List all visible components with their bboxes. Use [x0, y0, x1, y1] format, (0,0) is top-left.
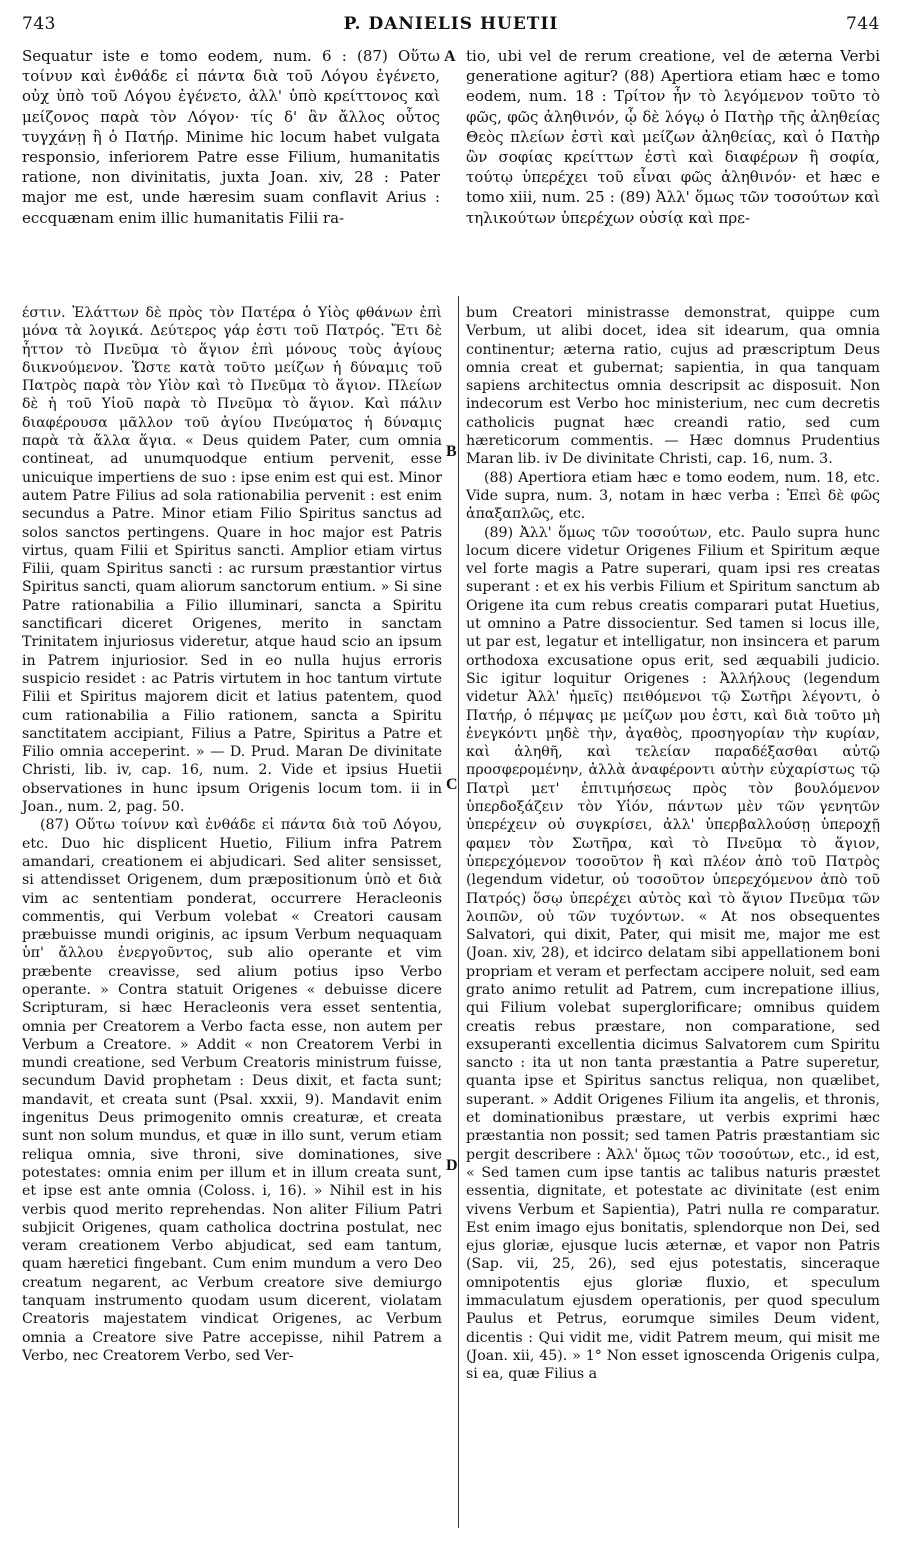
- running-title: P. DANIELIS HUETII: [343, 14, 559, 34]
- page-number-right: 744: [846, 14, 880, 34]
- main-text-right-column: [466, 46, 880, 228]
- section-divider: [22, 290, 880, 291]
- main-text-right: tio, ubi vel de rerum creatione, vel de æterna Verbi generatione agitur? (88) Apertiora etiam hæc e tomo eodem, num. 18 : Τρίτον ἦν τὸ λεγόμενον τοῦτο τὸ φῶς, φῶς ἀληθινόν, ᾧ δὲ λόγῳ ὁ Πατὴρ τῆς ἀληθείας Θεὸς πλείων ἐστὶ καὶ μείζων ἀληθείας, καὶ ὁ Πατὴρ ὢν σοφίας κρείττων ἐστὶ καὶ διαφέρων ἢ σοφία, τούτῳ ὑπερέχει τοῦ εἶναι φῶς ἀληθινόν· et hæc e tomo xiii, num. 25 : (89) Ἀλλ' ὅμως τῶν τοσούτων καὶ τηλικούτων ὑπερέχων οὐσίᾳ καὶ πρε-: [466, 47, 880, 227]
- note-87: (87) Οὕτω τοίνυν καὶ ἐνθάδε εἰ πάντα διὰ τοῦ Λόγου, etc. Duo hic displicent Huetio, Filium infra Patrem amandari, creationem ei abjudicari. Sed aliter sensisset, si attendisset Origenem, dum præpositionum ὑπὸ et διὰ vim ac sententiam ponderat, occurrere Heracleonis commentis, qui Verbum volebat « Creatori causam præbuisse mundi originis, ac ipsum Verbum nequaquam ὑπ' ἄλλου ἐνεργοῦντος, sub alio operante et vim præbente creavisse, sed alium potius ipso Verbo operante. » Contra statuit Origenes « debuisse dicere Scripturam, si hæc Heracleonis vera esset sententia, omnia per Creatorem a Verbo facta esse, non autem per Verbum a Creatore. » Addit « non Creatorem Verbi in mundi creatione, sed Verbum Creatoris ministrum fuisse, secundum David prophetam : Deus dixit, et facta sunt; mandavit, et creata sunt (Psal. xxxii, 9). Mandavit enim ingenitus Deus primogenito omnis creaturæ, et creata sunt non solum mundus, et quæ in illo sunt, verum etiam reliqua omnia, sive throni, sive dominationes, sive potestates: omnia enim per illum et in illum creata sunt, et ipse est ante omnia (Coloss. i, 16). » Nihil est in his verbis quod merito reprehendas. Non aliter Filium Patri subjicit Origenes, quam catholica doctrina postulat, nec veram creationem Verbo abjudicat, sed eam tantum, quam hæretici fingebant. Cum enim mundum a vero Deo creatum negarent, ac Verbum creatore sive demiurgo tanquam instrumento quodam usum dicerent, violatam Creatoris majestatem vindicat Origenes, ac Verbum omnia a Creatore sive Patre accepisse, nihil Patrem a Verbo, nec Creatorem Verbo, sed Ver-: [22, 817, 442, 1364]
- note-89: (89) Ἀλλ' ὅμως τῶν τοσούτων, etc. Paulo supra hunc locum dicere videtur Origenes Filium et Spiritum æque vel forte magis a Patre superari, quam ipsi res creatas superant : et ex his verbis Filium et Spiritum sanctum ab Origene ita cum rebus creatis comparari putat Huetius, ut omnino a Patre dissocientur. Sed tamen si locus ille, ut par est, legatur et intelligatur, non insincera et parum orthodoxa excusatione opus erit, sed æquabili judicio. Sic igitur loquitur Origenes : Ἀλλήλους (legendum videtur Ἀλλ' ἡμεῖς) πειθόμενοι τῷ Σωτῆρι λέγοντι, ὁ Πατήρ, ὁ πέμψας με μείζων μου ἐστι, καὶ διὰ τοῦτο μὴ ἐνεγκόντι μηδὲ τὴν, ἀγαθὸς, προσηγορίαν τὴν κυρίαν, καὶ ἀληθῆ, καὶ τελείαν παραδέξασθαι αὐτῷ προσφερομένην, ἀλλὰ ἀναφέροντι αὐτὴν εὐχαρίστως τῷ Πατρὶ μετ' ἐπιτιμήσεως πρὸς τὸν βουλόμενον ὑπερδοξάζειν τὸν Υἱόν, πάντων μὲν τῶν γενητῶν ὑπερέχειν οὐ συγκρίσει, ἀλλ' ὑπερβαλλούσῃ ὑπεροχῇ φαμεν τὸν Σωτῆρα, καὶ τὸ Πνεῦμα τὸ ἅγιον, ὑπερεχόμενον τοσοῦτον ἢ καὶ πλέον ἀπὸ τοῦ Πατρὸς (legendum videtur, οὐ τοσοῦτον ὑπερεχόμενον ἀπὸ τοῦ Πατρός) ὅσῳ ὑπερέχει αὐτὸς καὶ τὸ ἅγιον Πνεῦμα τῶν λοιπῶν, οὐ τῶν τυχόντων. « At nos obsequentes Salvatori, qui dixit, Pater, qui misit me, major me est (Joan. xiv, 28), et idcirco delatam sibi appellationem boni propriam et veram et perfectam accipere noluit, sed eam grato animo retulit ad Patrem, cum increpatione illius, qui Filium volebat superglorificare; omnibus quidem creatis rebus præstare, non comparatione, sed exsuperanti excellentia dicimus Salvatorem cum Spiritu sancto : ita ut non tanta præstantia a Patre superetur, quanta ipse et Spiritus sanctus reliqua, non quælibet, superant. » Addit Origenes Filium ita angelis, et thronis, et dominationibus præstare, ut verbis exprimi hæc præstantia non possit; sed tamen Patris præstantiam sic pergit describere : Ἀλλ' ὅμως τῶν τοσούτων, etc., id est, « Sed tamen cum ipse tantis ac talibus naturis præstet essentia, dignitate, et potestate ac divinitate (est enim vivens Verbum et Sapientia), Patri nulla re comparatur. Est enim imago ejus bonitatis, splendorque non Dei, sed ejus gloriæ, ejusque lucis æternæ, et vapor non Patris (Sap. vii, 25, 26), sed ejus potestatis, sinceraque omnipotentis ejus gloriæ fluxio, et speculum immaculatum ejusdem operationis, per quod speculum Paulus et Petrus, eorumque similes Deum vident, dicentis : Qui vidit me, vidit Patrem meum, qui misit me (Joan. xii, 45). » 1° Non esset ignoscenda Origenis culpa, si ea, quæ Filius a: [466, 524, 880, 1383]
- page-header: [22, 14, 880, 40]
- column-rule: [458, 296, 459, 1528]
- margin-marker-a: A: [444, 48, 456, 65]
- margin-marker-c: C: [446, 776, 458, 793]
- margin-marker-d: D: [446, 1157, 458, 1174]
- notes-left-column: [22, 304, 442, 1365]
- page-number-left: 743: [22, 14, 56, 34]
- note-continuation: έστιν. Ἐλάττων δὲ πρὸς τὸν Πατέρα ὁ Υἱὸς φθάνων ἐπὶ μόνα τὰ λογικά. Δεύτερος γάρ ἐστι τοῦ Πατρός. Ἔτι δὲ ἧττον τὸ Πνεῦμα τὸ ἅγιον ἐπὶ μόνους τοὺς ἁγίους διικνούμενον. Ὥστε κατὰ τοῦτο μείζων ἡ δύναμις τοῦ Πατρὸς παρὰ τὸν Υἱὸν καὶ τὸ Πνεῦμα τὸ ἅγιον. Πλείων δὲ ἡ τοῦ Υἱοῦ παρὰ τὸ Πνεῦμα τὸ ἅγιον. Καὶ πάλιν διαφέρουσα μᾶλλον τοῦ ἁγίου Πνεύματος ἡ δύναμις παρὰ τὰ ἄλλα ἅγια. « Deus quidem Pater, cum omnia contineat, ad unumquodque entium pervenit, esse unicuique impertiens de suo : ipse enim est qui est. Minor autem Patre Filius ad sola rationabilia pervenit : est enim secundus a Patre. Minor etiam Filio Spiritus sanctus ad solos sanctos pertingens. Quare in hoc major est Patris virtus, quam Filii et Spiritus sancti. Amplior etiam virtus Filii, quam Spiritus sancti : ac rursum præstantior virtus Spiritus sancti, quam aliorum sanctorum entium. » Si sine Patre rationabilia a Filio illuminari, sancta a Spiritu sanctificari diceret Origenes, merito in sanctam Trinitatem injuriosus videretur, atque haud scio an ipsum in Patrem injuriosior. Sed in eo nulla hujus erroris suspicio residet : ac Patris virtutem in hoc tantum virtute Filii et Spiritus majorem dicit et latius patentem, quod cum rationabilia a Filio rationem, sancta a Spiritu sanctitatem accipiant, Filius a Patre, Spiritus a Patre et Filio omnia acceperint. » — D. Prud. Maran De divinitate Christi, lib. iv, cap. 16, num. 2. Vide et ipsius Huetii observationes in hunc ipsum Origenis locum tom. ii in Joan., num. 2, pag. 50.: [22, 305, 442, 816]
- margin-marker-b: B: [446, 443, 457, 460]
- note-88: (88) Apertiora etiam hæc e tomo eodem, num. 18, etc. Vide supra, num. 3, notam in hæc verba : Ἐπεὶ δὲ φῶς ἁπαξαπλῶς, etc.: [466, 469, 880, 523]
- main-text-left-column: [22, 46, 440, 228]
- note-87-continuation: bum Creatori ministrasse demonstrat, quippe cum Verbum, ut alibi docet, idea sit idearum, qua omnia continentur; æterna ratio, cujus ad præscriptum Deus omnia creat et gubernat; sapientia, in qua tanquam sapiens architectus omnia descripsit ac disposuit. Non indecorum est Verbo hoc ministerium, nec cum decretis catholicis pugnat hæc creandi ratio, sed cum hæreticorum commentis. — Hæc domnus Prudentius Maran lib. iv De divinitate Christi, cap. 16, num. 3.: [466, 305, 880, 468]
- main-text-left: Sequatur iste e tomo eodem, num. 6 : (87) Οὕτω τοίνυν καὶ ἐνθάδε εἰ πάντα διὰ τοῦ Λόγου ἐγένετο, οὐχ ὑπὸ τοῦ Λόγου ἐγένετο, ἀλλ' ὑπὸ κρείττονος καὶ μείζονος παρὰ τὸν Λόγον· τίς δ' ἂν ἄλλος οὗτος τυγχάνῃ ἢ ὁ Πατήρ. Minime hic locum habet vulgata responsio, inferiorem Patre esse Filium, humanitatis ratione, non divinitatis, juxta Joan. xiv, 28 : Pater major me est, unde hæresim suam conflavit Arius : eccquænam enim illic humanitatis Filii ra-: [22, 47, 440, 227]
- notes-right-column: [466, 304, 880, 1384]
